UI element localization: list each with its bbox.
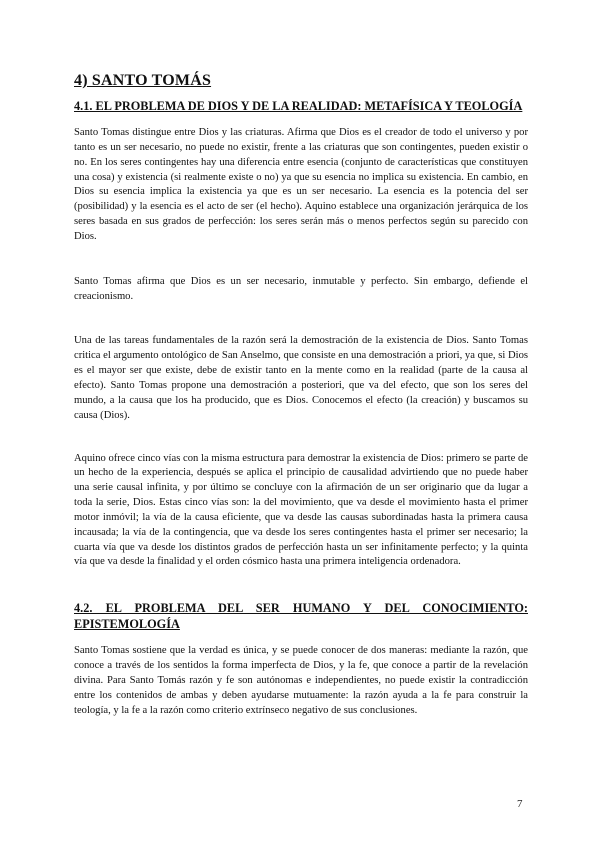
paragraph-demostracion: Una de las tareas fundamentales de la razón será la demostración de la existencia de Dios. Santo Tomas critica el argumento ontológico de San Anselmo, que consiste en una demostración a priori, ya que, si Dios es el mayor ser que existe, debe de existir tanto en la mente como en la realidad (parte de la causa al efecto). Santo Tomas propone una demostración a posteriori, que va del efecto, que son los seres del mundo, a la causa que los ha producido, que es Dios. Conocemos el efecto (la creación) y buscamos su causa (Dios).	[74, 335, 528, 421]
section-title: 4) SANTO TOMÁS	[74, 72, 212, 89]
paragraph-esencia-existencia: Santo Tomas distingue entre Dios y las criaturas. Afirma que Dios es el creador de todo el universo y por tanto es un ser necesario, no puede no existir, frente a las criaturas que son contingentes, pueden existir o no. En los seres contingentes hay una diferencia entre esencia (conjunto de características que constituyen una cosa) y existencia (si realmente existe o no) ya que su esencia no implica su existencia. En cambio, en Dios su esencia implica la existencia ya que es un ser necesario. La esencia es la potencia del ser (posibilidad) y la esencia es el acto de ser (el hecho). Aquino establece una organización jerárquica de los seres basada en sus grados de perfección: los seres serán más o menos perfectos según su parecido con Dios.	[74, 127, 528, 242]
paragraph-razon-fe: Santo Tomas sostiene que la verdad es única, y se puede conocer de dos maneras: mediante la razón, que conoce a través de los sentidos la forma imperfecta de Dios, y la fe, que conoce a partir de la revelación divina. Para Santo Tomás razón y fe son autónomas e independientes, no puede existir la contradicción entre los contenidos de ambas y deben ayudarse mutuamente: la razón ayuda a la fe para construir la teología, y la fe a la razón como criterio extrínseco negativo de sus conclusiones.	[74, 645, 528, 716]
subsection-title-metafisica: 4.1. EL PROBLEMA DE DIOS Y DE LA REALIDAD: METAFÍSICA Y TEOLOGÍA	[74, 99, 523, 113]
subsection-title-epistemologia: 4.2. EL PROBLEMA DEL SER HUMANO Y DEL CONOCIMIENTO: EPISTEMOLOGÍA	[74, 601, 528, 632]
document-page	[74, 72, 528, 718]
paragraph-cinco-vias: Aquino ofrece cinco vías con la misma estructura para demostrar la existencia de Dios: primero se parte de un hecho de la experiencia, después se aplica el principio de causalidad advirtiendo que no puede haber una serie causal infinita, y por último se concluye con la afirmación de un ser originario que da lugar a toda la serie, Dios. Estas cinco vías son: la del movimiento, que va desde el movimiento hasta el primer motor inmóvil; la vía de la causa eficiente, que va desde las causas subordinadas hasta la primera causa incausada; la vía de la contingencia, que va desde los seres contingentes hasta el primer ser necesario; la cuarta vía que va desde los distintos grados de perfección hasta un ser infinitamente perfecto; y la quinta vía que va desde la finalidad y el orden cósmico hasta una primera inteligencia ordenadora.	[74, 452, 528, 568]
paragraph-ser-necesario: Santo Tomas afirma que Dios es un ser necesario, inmutable y perfecto. Sin embargo, defiende el creacionismo.	[74, 275, 528, 302]
page-number: 7	[517, 798, 523, 810]
